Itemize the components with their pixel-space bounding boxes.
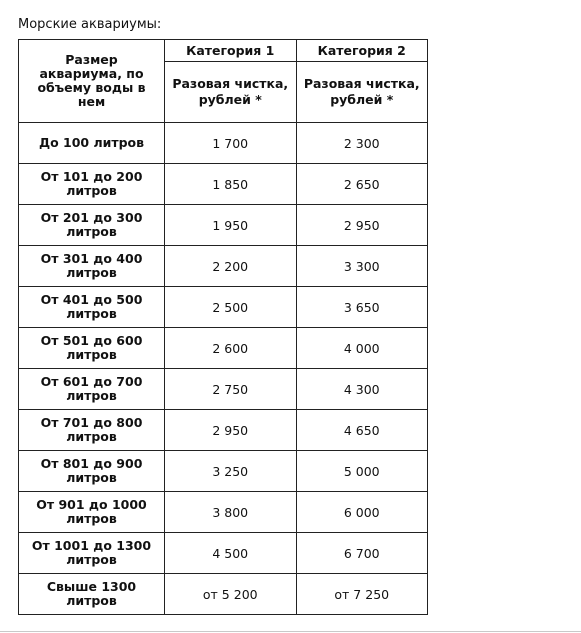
price-cell-cat2: 2 650 [296, 164, 428, 205]
header-one-time-cleaning-1: Разовая чистка, рублей * [165, 62, 297, 123]
size-cell: От 301 до 400 литров [19, 246, 165, 287]
price-cell-cat2: 2 300 [296, 123, 428, 164]
table-row [19, 328, 428, 369]
price-cell-cat2: 2 950 [296, 205, 428, 246]
size-cell: От 201 до 300 литров [19, 205, 165, 246]
table-row [19, 205, 428, 246]
price-cell-cat1: 2 200 [165, 246, 297, 287]
price-cell-cat2: 4 000 [296, 328, 428, 369]
header-one-time-cleaning-2: Разовая чистка, рублей * [296, 62, 428, 123]
size-cell: От 901 до 1000 литров [19, 492, 165, 533]
size-cell: От 101 до 200 литров [19, 164, 165, 205]
table-row [19, 574, 428, 615]
price-cell-cat1: 3 800 [165, 492, 297, 533]
price-cell-cat1: 1 700 [165, 123, 297, 164]
bottom-divider [0, 631, 581, 632]
price-cell-cat2: 5 000 [296, 451, 428, 492]
header-category-2: Категория 2 [296, 40, 428, 62]
price-cell-cat1: 3 250 [165, 451, 297, 492]
table-row [19, 451, 428, 492]
price-cell-cat1: 1 850 [165, 164, 297, 205]
table-row [19, 287, 428, 328]
price-cell-cat2: 3 300 [296, 246, 428, 287]
price-cell-cat2: 4 650 [296, 410, 428, 451]
header-category-1: Категория 1 [165, 40, 297, 62]
price-cell-cat2: 6 000 [296, 492, 428, 533]
price-cell-cat1: 2 950 [165, 410, 297, 451]
size-cell: От 501 до 600 литров [19, 328, 165, 369]
price-cell-cat2: от 7 250 [296, 574, 428, 615]
table-row [19, 123, 428, 164]
price-cell-cat1: 2 600 [165, 328, 297, 369]
price-cell-cat1: 4 500 [165, 533, 297, 574]
price-cell-cat2: 4 300 [296, 369, 428, 410]
price-cell-cat1: 2 500 [165, 287, 297, 328]
size-cell: От 401 до 500 литров [19, 287, 165, 328]
table-row [19, 369, 428, 410]
table-row [19, 492, 428, 533]
price-cell-cat1: от 5 200 [165, 574, 297, 615]
size-cell: До 100 литров [19, 123, 165, 164]
table-row [19, 164, 428, 205]
size-cell: От 1001 до 1300 литров [19, 533, 165, 574]
size-cell: От 601 до 700 литров [19, 369, 165, 410]
price-cell-cat1: 2 750 [165, 369, 297, 410]
price-cell-cat2: 3 650 [296, 287, 428, 328]
size-cell: От 801 до 900 литров [19, 451, 165, 492]
header-size: Размер аквариума, по объему воды в нем [19, 40, 165, 123]
price-cell-cat2: 6 700 [296, 533, 428, 574]
table-row [19, 246, 428, 287]
price-table [18, 39, 428, 615]
table-row [19, 533, 428, 574]
size-cell: От 701 до 800 литров [19, 410, 165, 451]
page-title: Морские аквариумы: [18, 17, 162, 32]
price-cell-cat1: 1 950 [165, 205, 297, 246]
size-cell: Свыше 1300 литров [19, 574, 165, 615]
table-row [19, 410, 428, 451]
